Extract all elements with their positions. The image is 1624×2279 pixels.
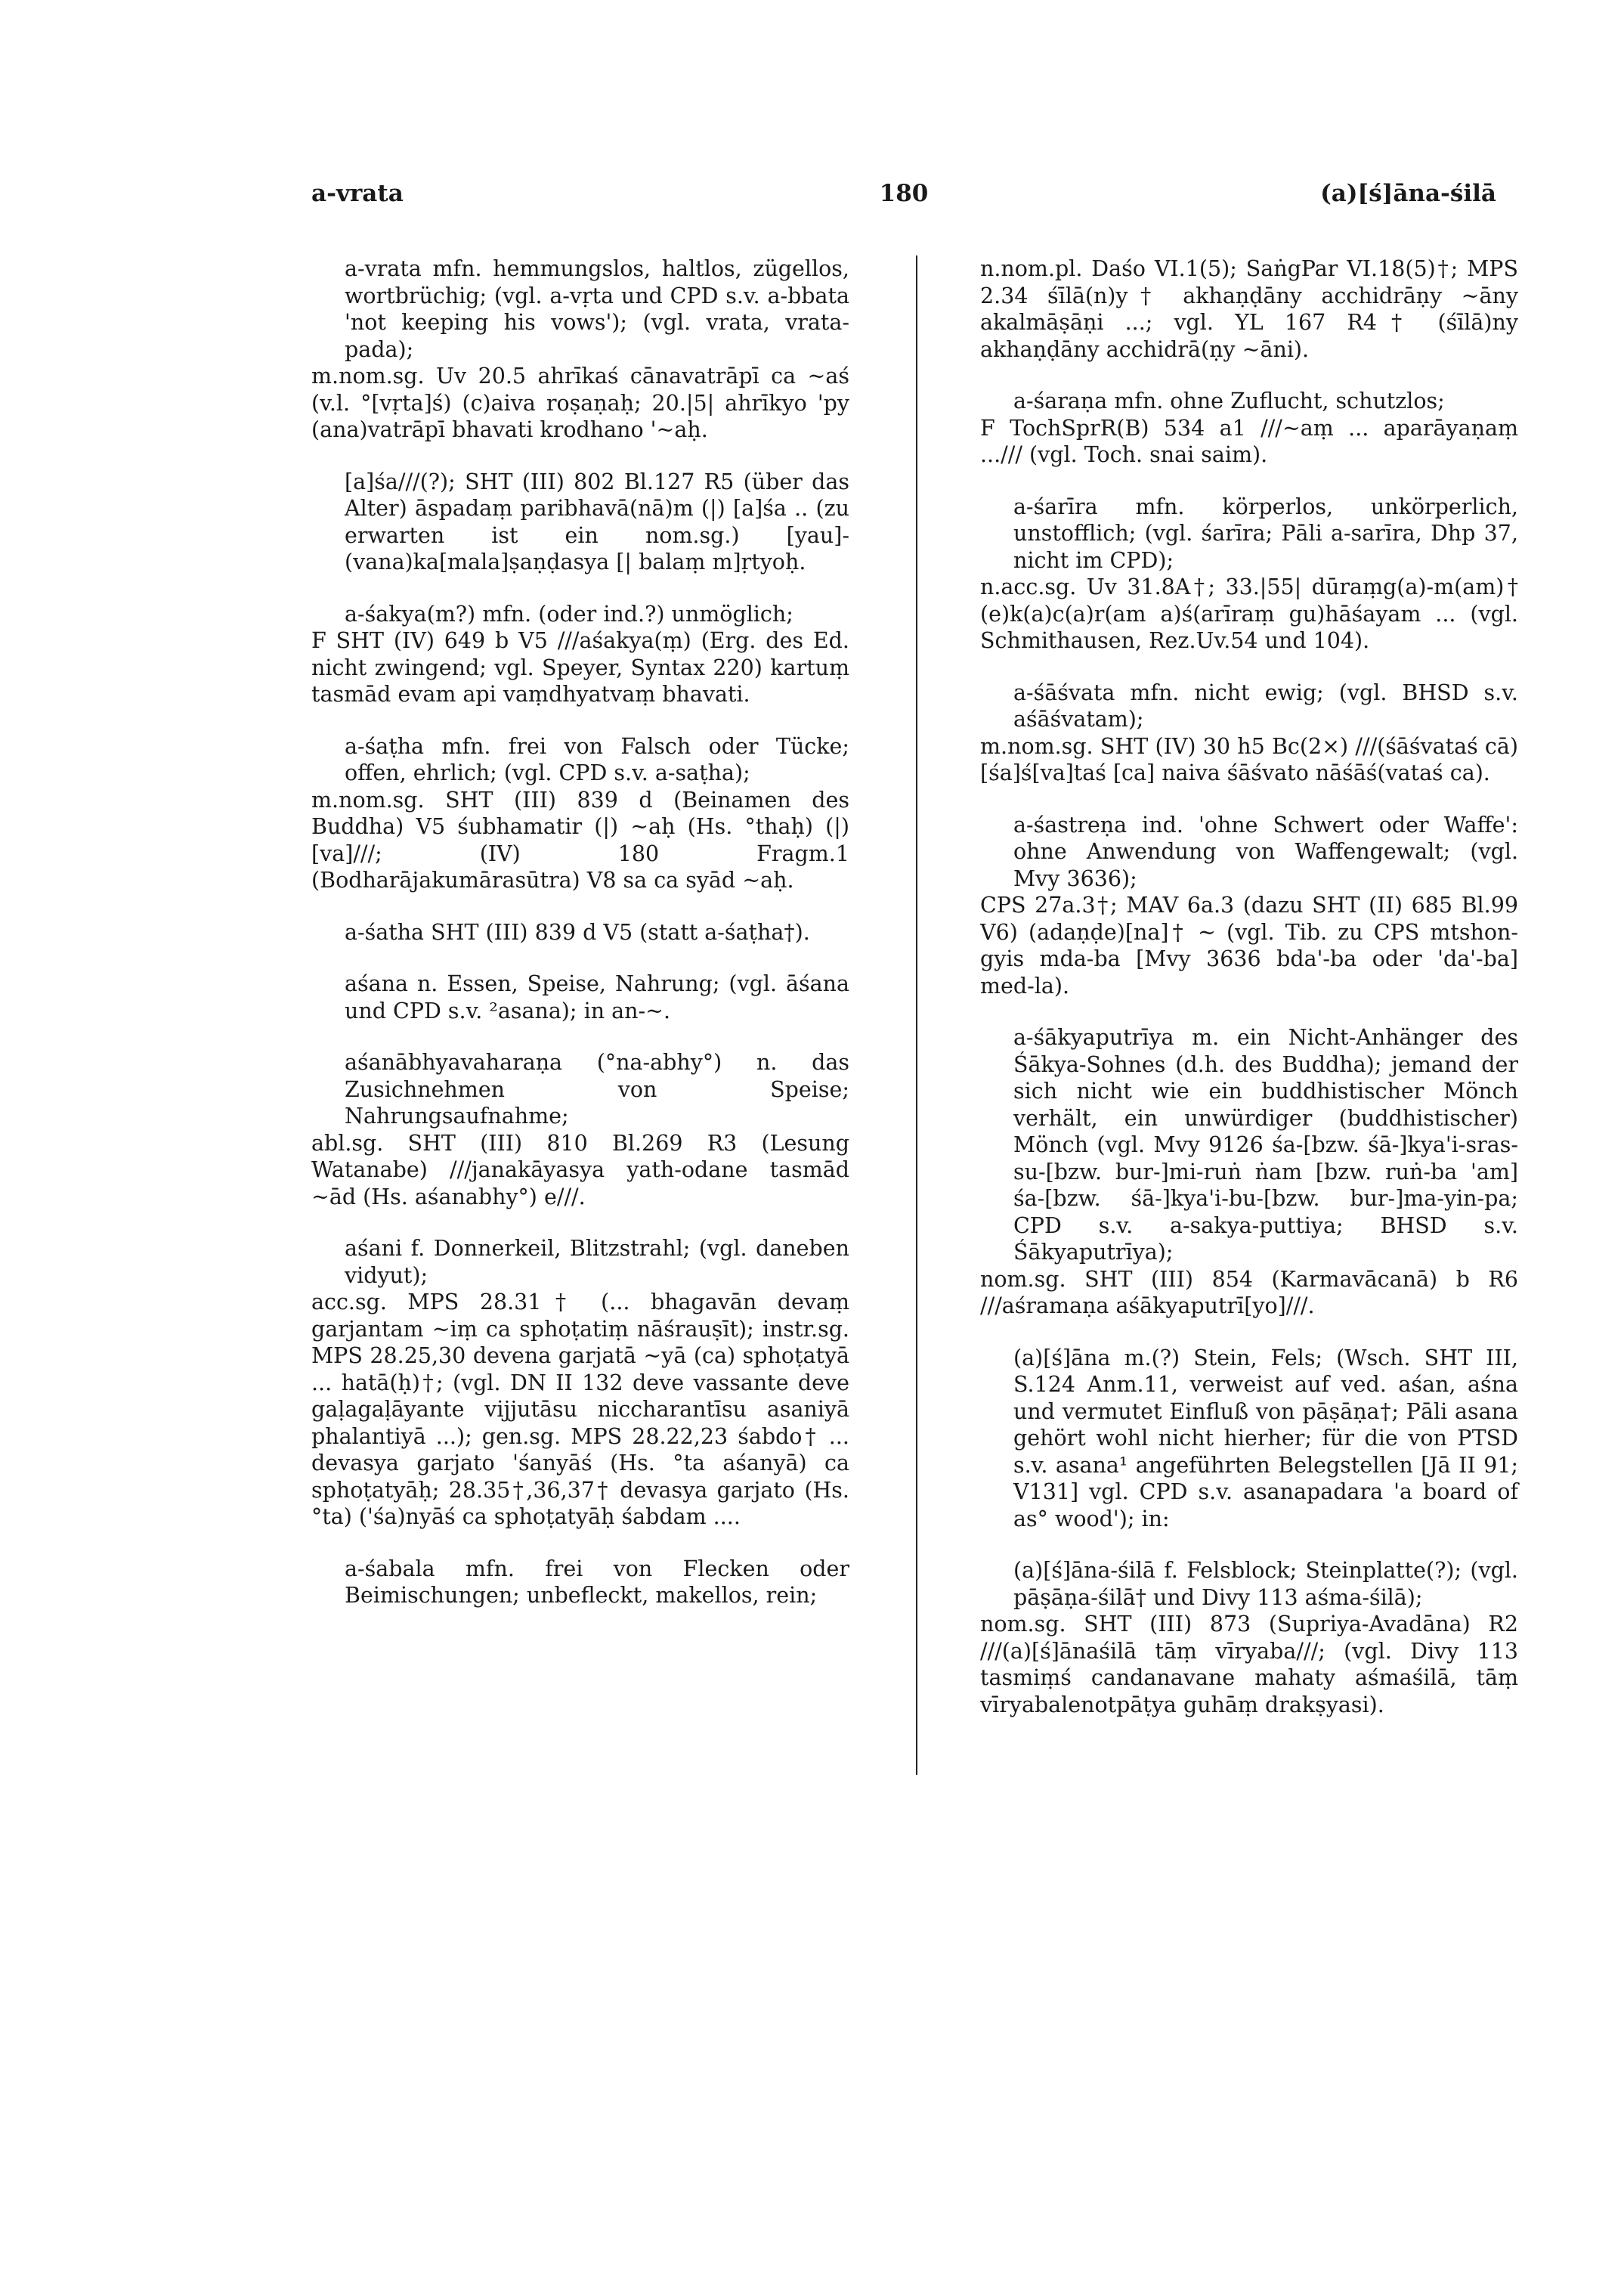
entry-asa — [311, 469, 849, 576]
entry-body: m.nom.sg. Uv 20.5 ahrīkaś cānavatrāpī ca ~aś (v.l. °[vṛta]ś) (c)aiva roṣaṇaḥ; 20.|5| ahrīkyo 'py (ana)vatrāpī bhavati krodhano '~aḥ. — [311, 364, 849, 442]
entry-body: nom.sg. SHT (III) 873 (Supriya-Avadāna) R2 ///(a)[ś]ānaśilā tāṃ vīryaba///; (vgl. Divy 113 tasmiṃś candanavane mahaty aśmaśilā, tāṃ vīryabalenotpāṭya guhāṃ drakṣyasi). — [980, 1612, 1518, 1717]
running-header — [311, 180, 1496, 213]
entry-head: a-śarīra mfn. körperlos, unkörperlich, unstofflich; (vgl. śarīra; Pāli a-sarīra, Dhp 37, nicht im CPD); — [1013, 494, 1518, 573]
entry-body: F SHT (IV) 649 b V5 ///aśakya(ṃ) (Erg. des Ed. nicht zwingend; vgl. Speyer, Syntax 220) kartuṃ tasmād evam api vaṃdhyatvaṃ bhavati. — [311, 628, 849, 707]
entry-a-sarira — [980, 494, 1518, 655]
entry-head: a-śaraṇa mfn. ohne Zuflucht, schutzlos; — [1013, 389, 1445, 413]
entry-body: acc.sg. MPS 28.31† (... bhagavān devaṃ garjantam ~iṃ ca sphoṭatiṃ nāśrauṣīt); instr.sg. MPS 28.25,30 devena garjatā ~yā (ca) sphoṭatyā ... hatā(ḥ)†; (vgl. DN II 132 deve vassante deve gaḷagaḷāyante vijjutāsu niccharantīsu asaniyā phalantiyā ...); gen.sg. MPS 28.22,23 śabdo† ... devasya garjato 'śanyāś (Hs. °ta aśanyā) ca sphoṭatyāḥ; 28.35†,36,37† devasya garjato (Hs. °ta) ('śa)nyāś ca sphoṭatyāḥ śabdam .... — [311, 1290, 849, 1529]
entry-head: a-śakya(m?) mfn. (oder ind.?) unmöglich; — [345, 601, 793, 627]
entry-a-sakya — [311, 601, 849, 708]
entry-head: a-vrata mfn. hemmungslos, haltlos, zügellos, wortbrüchig; (vgl. a-vṛta und CPD s.v. a-bbata 'not keeping his vows'); (vgl. vrata, vrata-pada); — [345, 256, 849, 362]
entry-body: nom.sg. SHT (III) 854 (Karmavācanā) b R6 ///aśramaṇa aśākyaputrī[yo]///. — [980, 1266, 1518, 1318]
entry-body: abl.sg. SHT (III) 810 Bl.269 R3 (Lesung Watanabe) ///janakāyasya yath-odane tasmād ~ād (Hs. aśanabhy°) e///. — [311, 1130, 849, 1209]
entry-a-satha — [311, 733, 849, 894]
entry-body: m.nom.sg. SHT (IV) 30 h5 Bc(2×) ///(śāśvataś cā)[śa]ś[va]taś [ca] naiva śāśvato nāśāś(vataś ca). — [980, 733, 1518, 785]
entry-asana — [311, 971, 849, 1024]
entry-a-sabala — [311, 1556, 849, 1609]
entry-head: a-śāśvata mfn. nicht ewig; (vgl. BHSD s.v. aśāśvatam); — [1013, 680, 1518, 732]
entry-a-satha-variant — [311, 919, 849, 946]
entry-a-sastrena — [980, 812, 1518, 1000]
entry-a-sakyaputriya — [980, 1024, 1518, 1320]
entry-body: n.acc.sg. Uv 31.8A†; 33.|55| dūraṃg(a)-m(am)† (e)k(a)c(a)r(am a)ś(arīraṃ gu)hāśayam ... (vgl. Schmithausen, Rez.Uv.54 und 104). — [980, 574, 1518, 653]
entry-body: n.nom.pl. Daśo VI.1(5); SaṅgPar VI.18(5)†; MPS 2.34 śīlā(n)y† akhaṇḍāny acchidrāṇy ~āny akalmāṣāṇi ...; vgl. YL 167 R4† (śīlā)ny akhaṇḍāny acchidrā(ṇy ~āni). — [980, 256, 1518, 362]
entry-head: a-śaṭha mfn. frei von Falsch oder Tücke; offen, ehrlich; (vgl. CPD s.v. a-saṭha); — [345, 733, 849, 785]
entry-head: a-śabala mfn. frei von Flecken oder Beimischungen; unbefleckt, makellos, rein; — [345, 1556, 849, 1608]
header-right-guide-word: (a)[ś]āna-śilā — [1320, 180, 1496, 207]
entry-asanabhyavaharana — [311, 1049, 849, 1210]
entry-body: F TochSprR(B) 534 a1 ///~aṃ ... aparāyaṇaṃ .../// (vgl. Toch. snai saim). — [980, 415, 1518, 467]
entry-a-sarana — [980, 388, 1518, 469]
entry-body: m.nom.sg. SHT (III) 839 d (Beinamen des Buddha) V5 śubhamatir (|) ~aḥ (Hs. °thaḥ) (|) [va]///; (IV) 180 Fragm.1 (Bodharājakumārasūtra) V8 sa ca syād ~aḥ. — [311, 787, 849, 893]
left-column — [311, 255, 849, 1634]
entry-head: (a)[ś]āna-śilā f. Felsblock; Steinplatte(?); (vgl. pāṣāṇa-śilā† und Divy 113 aśma-śilā); — [1013, 1558, 1518, 1610]
entry-a-vrata — [311, 255, 849, 444]
entry-asani — [311, 1235, 849, 1531]
entry-a-sasvata — [980, 680, 1518, 787]
entry-asana-stone — [980, 1345, 1518, 1533]
entry-head: a-śatha SHT (III) 839 d V5 (statt a-śaṭha†). — [345, 919, 810, 945]
entry-a-sabala-continued — [980, 255, 1518, 363]
entry-head: aśanābhyavaharaṇa (°na-abhy°) n. das Zusichnehmen von Speise; Nahrungsaufnahme; — [345, 1050, 849, 1129]
entry-body: [a]śa///(?); SHT (III) 802 Bl.127 R5 (über das Alter) āspadaṃ paribhavā(nā)m (|) [a]śa .. (zu erwarten ist ein nom.sg.) [yau]-(vana)ka[mala]ṣaṇḍasya [| balaṃ m]ṛtyoḥ. — [345, 469, 849, 574]
header-left-guide-word: a-vrata — [311, 180, 404, 207]
entry-head: aśani f. Donnerkeil, Blitzstrahl; (vgl. daneben vidyut); — [345, 1236, 849, 1288]
entry-head: (a)[ś]āna m.(?) Stein, Fels; (Wsch. SHT III, S.124 Anm.11, verweist auf ved. aśan, aśna und vermutet Einfluß von pāṣāṇa†; Pāli asana gehört wohl nicht hierher; für die von PTSD s.v. asana¹ angeführten Belegstellen [Jā II 91; V131] vgl. CPD s.v. asanapadara 'a board of as° wood'); in: — [1013, 1345, 1518, 1531]
entry-asana-sila — [980, 1557, 1518, 1718]
entry-body: CPS 27a.3†; MAV 6a.3 (dazu SHT (II) 685 Bl.99 V6) (adaṇḍe)[na]† ~ (vgl. Tib. zu CPS mtshon-gyis mda-ba [Mvy 3636 bda'-ba oder 'da'-ba] med-la). — [980, 893, 1518, 999]
entry-head: aśana n. Essen, Speise, Nahrung; (vgl. āśana und CPD s.v. ²asana); in an-~. — [345, 971, 849, 1023]
page-number: 180 — [879, 180, 929, 207]
column-divider — [916, 255, 917, 1775]
right-column — [980, 255, 1518, 1743]
entry-head: a-śākyaputrīya m. ein Nicht-Anhänger des Śākya-Sohnes (d.h. des Buddha); jemand der sich nicht wie ein buddhistischer Mönch verhält, ein unwürdiger (buddhistischer) Mönch (vgl. Mvy 9126 śa-[bzw. śā-]kya'i-sras-su-[bzw. bur-]mi-ruṅ ṅam [bzw. ruṅ-ba 'am] śa-[bzw. śā-]kya'i-bu-[bzw. bur-]ma-yin-pa; CPD s.v. a-sakya-puttiya; BHSD s.v. Śākyaputrīya); — [1013, 1025, 1518, 1265]
entry-head: a-śastreṇa ind. 'ohne Schwert oder Waffe': ohne Anwendung von Waffengewalt; (vgl. Mvy 3636); — [1013, 812, 1518, 891]
